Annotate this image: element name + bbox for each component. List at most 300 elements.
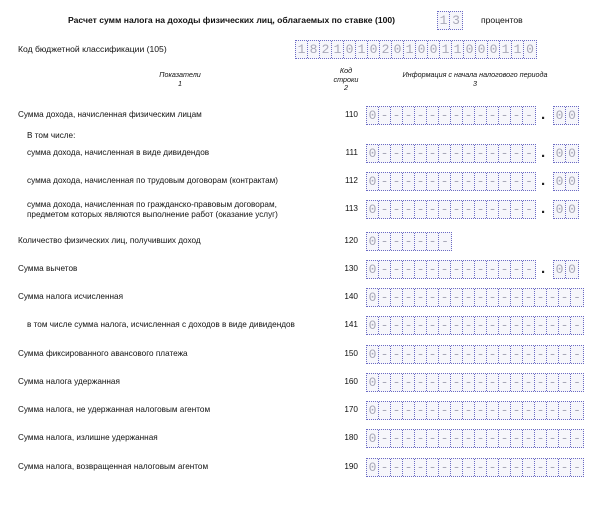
col3-title: Информация с начала налогового периода [402, 70, 548, 79]
digit-cell: - [511, 402, 523, 419]
digit-cell: - [463, 261, 475, 278]
digit-cell: - [439, 317, 451, 334]
digit-cell: 0 [367, 459, 379, 476]
digit-cell: 1 [452, 41, 464, 58]
digit-cell: 1 [438, 12, 450, 29]
digit-cell: - [487, 317, 499, 334]
decimal-point: . [541, 106, 546, 123]
digit-cell: - [487, 402, 499, 419]
digit-cell: 0 [367, 173, 379, 190]
digit-cell: - [499, 430, 511, 447]
digit-cell: - [499, 459, 511, 476]
digit-cell: 0 [367, 317, 379, 334]
digit-cell: - [463, 145, 475, 162]
digit-cell: - [427, 430, 439, 447]
digit-cell: - [439, 173, 451, 190]
digit-cell: - [523, 402, 535, 419]
digit-cell: 0 [568, 202, 576, 217]
digit-cell: - [487, 459, 499, 476]
row-label: Сумма вычетов [18, 264, 78, 273]
decimal-point: . [541, 260, 546, 277]
col2-header [326, 67, 366, 93]
kbk-field[interactable] [295, 40, 537, 59]
col2-title-line2: строки [333, 74, 359, 84]
digit-cell: - [499, 289, 511, 306]
amount-field[interactable] [366, 316, 584, 335]
row-label: Сумма налога, излишне удержанная [18, 433, 158, 442]
digit-cell: - [547, 317, 559, 334]
digit-cell: 0 [554, 107, 566, 124]
digit-cell: 0 [554, 145, 566, 162]
digit-cell: 3 [452, 13, 460, 28]
digit-cell: - [463, 317, 475, 334]
form-title: Расчет сумм налога на доходы физических лиц, облагаемых по ставке (100) [68, 15, 396, 25]
digit-cell: - [427, 145, 439, 162]
digit-cell: - [451, 402, 463, 419]
decimal-field[interactable] [553, 200, 579, 219]
digit-cell: 1 [356, 41, 368, 58]
col3-number: 3 [473, 78, 477, 88]
digit-cell: - [475, 346, 487, 363]
integer-field[interactable] [366, 144, 536, 163]
amount-field[interactable] [366, 288, 584, 307]
digit-cell: 0 [554, 261, 566, 278]
digit-cell: 0 [554, 201, 566, 218]
kbk-cells[interactable] [295, 40, 537, 59]
digit-cell: - [379, 346, 391, 363]
digit-cell: - [559, 317, 571, 334]
rate-unit-label: процентов [481, 15, 523, 25]
digit-cell: - [559, 289, 571, 306]
digit-cell: - [391, 173, 403, 190]
digit-cell: - [439, 261, 451, 278]
digit-cell: - [415, 145, 427, 162]
decimal-field[interactable] [553, 172, 579, 191]
amount-field[interactable] [366, 345, 584, 364]
digit-cell: - [403, 201, 415, 218]
digit-cell: - [475, 430, 487, 447]
digit-cell: 0 [568, 108, 576, 123]
digit-cell: - [427, 201, 439, 218]
digit-cell: - [463, 289, 475, 306]
count-field[interactable] [366, 232, 452, 251]
digit-cell: - [403, 233, 415, 250]
digit-cell: - [547, 402, 559, 419]
row-code: 170 [344, 405, 358, 414]
digit-cell: - [415, 430, 427, 447]
digit-cell: - [439, 374, 451, 391]
row-label: Сумма налога удержанная [18, 377, 120, 386]
digit-cell: - [475, 317, 487, 334]
digit-cell: 0 [367, 402, 379, 419]
digit-cell: - [463, 430, 475, 447]
digit-cell: - [391, 145, 403, 162]
digit-cell: - [427, 346, 439, 363]
digit-cell: 0 [367, 201, 379, 218]
digit-cell: - [403, 374, 415, 391]
digit-cell: - [523, 374, 535, 391]
digit-cell: - [379, 107, 391, 124]
digit-cell: - [439, 346, 451, 363]
decimal-point: . [541, 172, 546, 189]
digit-cell: - [547, 459, 559, 476]
digit-cell: - [415, 201, 427, 218]
digit-cell: - [427, 173, 439, 190]
digit-cell: - [427, 374, 439, 391]
digit-cell: - [535, 459, 547, 476]
digit-cell: - [427, 402, 439, 419]
digit-cell: - [391, 317, 403, 334]
digit-cell: - [379, 374, 391, 391]
digit-cell: 2 [380, 41, 392, 58]
digit-cell: - [391, 107, 403, 124]
digit-cell: - [451, 107, 463, 124]
digit-cell: 0 [488, 41, 500, 58]
decimal-field[interactable] [553, 106, 579, 125]
decimal-field[interactable] [553, 260, 579, 279]
digit-cell: - [439, 402, 451, 419]
row-code: 160 [344, 377, 358, 386]
digit-cell: - [391, 374, 403, 391]
digit-cell: 0 [367, 107, 379, 124]
digit-cell: 0 [568, 262, 576, 277]
digit-cell: - [439, 430, 451, 447]
integer-field[interactable] [366, 200, 536, 219]
amount-field[interactable] [366, 373, 584, 392]
digit-cell: - [499, 317, 511, 334]
amount-field[interactable] [366, 458, 584, 477]
digit-cell: - [415, 261, 427, 278]
digit-cell: - [499, 374, 511, 391]
amount-field[interactable] [366, 401, 584, 420]
digit-cell: 1 [500, 41, 512, 58]
digit-cell: - [379, 233, 391, 250]
digit-cell: - [379, 145, 391, 162]
row-label: сумма дохода, начисленная по трудовым договорам (контрактам) [27, 176, 278, 185]
digit-cell: - [379, 430, 391, 447]
col1-number: 1 [178, 78, 182, 88]
digit-cell: - [499, 346, 511, 363]
digit-cell: - [523, 430, 535, 447]
digit-cell: 0 [344, 41, 356, 58]
digit-cell: - [487, 346, 499, 363]
digit-cell: - [439, 107, 451, 124]
digit-cell: - [487, 173, 499, 190]
digit-cell: - [415, 289, 427, 306]
row-label: Сумма налога, возвращенная налоговым агентом [18, 462, 209, 471]
digit-cell: - [391, 459, 403, 476]
digit-cell: - [415, 173, 427, 190]
digit-cell: - [523, 289, 535, 306]
digit-cell: - [525, 174, 533, 189]
digit-cell: - [573, 290, 581, 305]
digit-cell: - [475, 173, 487, 190]
digit-cell: 0 [367, 233, 379, 250]
digit-cell: - [499, 402, 511, 419]
row-label: Сумма налога, не удержанная налоговым агентом [18, 405, 211, 414]
digit-cell: 0 [476, 41, 488, 58]
digit-cell: - [573, 460, 581, 475]
digit-cell: - [391, 261, 403, 278]
digit-cell: - [451, 289, 463, 306]
row-label: сумма дохода, начисленная по гражданско-правовым договорам, предметом которых являются выполнение работ (оказание услуг) [27, 200, 278, 219]
digit-cell: - [463, 201, 475, 218]
digit-cell: - [547, 289, 559, 306]
digit-cell: - [525, 108, 533, 123]
row-label: в том числе сумма налога, исчисленная с доходов в виде дивидендов [27, 320, 295, 329]
digit-cell: - [451, 317, 463, 334]
digit-cell: - [451, 459, 463, 476]
row-label: сумма дохода, начисленная в виде дивидендов [27, 148, 210, 157]
digit-cell: - [451, 261, 463, 278]
digit-cell: - [379, 261, 391, 278]
digit-cell: - [487, 374, 499, 391]
digit-cell: - [547, 374, 559, 391]
digit-cell: - [439, 201, 451, 218]
digit-cell: 0 [392, 41, 404, 58]
digit-cell: - [487, 107, 499, 124]
row-label: В том числе: [27, 131, 76, 140]
digit-cell: - [487, 145, 499, 162]
digit-cell: - [487, 201, 499, 218]
digit-cell: - [463, 173, 475, 190]
digit-cell: - [475, 201, 487, 218]
digit-cell: 0 [367, 374, 379, 391]
digit-cell: - [391, 346, 403, 363]
digit-cell: 0 [367, 346, 379, 363]
digit-cell: 0 [367, 289, 379, 306]
digit-cell: - [475, 459, 487, 476]
digit-cell: - [547, 346, 559, 363]
digit-cell: 0 [368, 41, 380, 58]
digit-cell: - [415, 107, 427, 124]
digit-cell: - [535, 430, 547, 447]
digit-cell: - [547, 430, 559, 447]
integer-field[interactable] [366, 260, 536, 279]
row-code: 110 [344, 110, 358, 119]
digit-cell: - [451, 430, 463, 447]
digit-cell: - [559, 346, 571, 363]
digit-cell: - [487, 289, 499, 306]
digit-cell: - [573, 347, 581, 362]
digit-cell: - [403, 145, 415, 162]
digit-cell: - [415, 374, 427, 391]
integer-field[interactable] [366, 172, 536, 191]
digit-cell: - [523, 346, 535, 363]
digit-cell: - [559, 402, 571, 419]
digit-cell: - [559, 459, 571, 476]
digit-cell: 8 [308, 41, 320, 58]
rate-cells[interactable] [437, 11, 463, 30]
col2-title-line1: Код [339, 66, 353, 75]
row-code: 112 [344, 176, 358, 185]
digit-cell: - [379, 173, 391, 190]
digit-cell: - [499, 173, 511, 190]
digit-cell: - [487, 430, 499, 447]
digit-cell: - [403, 261, 415, 278]
digit-cell: 0 [464, 41, 476, 58]
digit-cell: - [427, 459, 439, 476]
digit-cell: - [511, 107, 523, 124]
row-code: 150 [344, 349, 358, 358]
row-code: 190 [344, 462, 358, 471]
row-label: Количество физических лиц, получивших доход [18, 236, 201, 245]
digit-cell: - [475, 261, 487, 278]
digit-cell: - [511, 346, 523, 363]
digit-cell: - [439, 145, 451, 162]
digit-cell: 0 [554, 173, 566, 190]
digit-cell: - [573, 375, 581, 390]
digit-cell: - [427, 289, 439, 306]
digit-cell: - [523, 459, 535, 476]
digit-cell: - [463, 374, 475, 391]
digit-cell: - [499, 107, 511, 124]
digit-cell: - [511, 317, 523, 334]
digit-cell: - [439, 459, 451, 476]
digit-cell: - [427, 233, 439, 250]
col1-title: Показатели [159, 70, 201, 79]
digit-cell: - [427, 261, 439, 278]
digit-cell: - [451, 145, 463, 162]
digit-cell: - [379, 459, 391, 476]
digit-cell: 0 [428, 41, 440, 58]
digit-cell: - [559, 430, 571, 447]
digit-cell: - [511, 374, 523, 391]
digit-cell: - [525, 262, 533, 277]
digit-cell: - [463, 459, 475, 476]
kbk-label: Код бюджетной классификации (105) [18, 44, 167, 54]
digit-cell: - [379, 402, 391, 419]
row-label: Сумма дохода, начисленная физическим лицам [18, 110, 202, 119]
digit-cell: - [403, 346, 415, 363]
digit-cell: - [441, 234, 449, 249]
digit-cell: - [403, 107, 415, 124]
col2-number: 2 [344, 83, 348, 92]
decimal-field[interactable] [553, 144, 579, 163]
digit-cell: - [535, 346, 547, 363]
digit-cell: 1 [296, 41, 308, 58]
rate-field[interactable] [437, 11, 463, 30]
digit-cell: 1 [404, 41, 416, 58]
digit-cell: - [499, 201, 511, 218]
digit-cell: - [463, 107, 475, 124]
digit-cell: - [573, 318, 581, 333]
digit-cell: - [511, 173, 523, 190]
row-code: 113 [344, 204, 358, 213]
digit-cell: - [451, 173, 463, 190]
digit-cell: - [523, 317, 535, 334]
decimal-point: . [541, 200, 546, 217]
col1-header [130, 71, 230, 88]
digit-cell: - [535, 289, 547, 306]
digit-cell: - [511, 459, 523, 476]
digit-cell: - [535, 374, 547, 391]
digit-cell: 1 [440, 41, 452, 58]
digit-cell: - [391, 233, 403, 250]
digit-cell: - [475, 374, 487, 391]
digit-cell: 0 [367, 261, 379, 278]
digit-cell: - [391, 402, 403, 419]
row-label: Сумма фиксированного авансового платежа [18, 349, 188, 358]
digit-cell: 1 [332, 41, 344, 58]
digit-cell: - [573, 431, 581, 446]
digit-cell: - [379, 289, 391, 306]
row-code: 140 [344, 292, 358, 301]
digit-cell: - [403, 289, 415, 306]
digit-cell: - [511, 289, 523, 306]
digit-cell: - [391, 201, 403, 218]
digit-cell: - [511, 430, 523, 447]
digit-cell: - [525, 202, 533, 217]
row-code: 111 [345, 148, 358, 157]
digit-cell: - [403, 173, 415, 190]
digit-cell: - [573, 403, 581, 418]
digit-cell: - [403, 402, 415, 419]
digit-cell: - [475, 402, 487, 419]
digit-cell: - [427, 107, 439, 124]
digit-cell: - [439, 289, 451, 306]
digit-cell: - [499, 261, 511, 278]
digit-cell: - [415, 459, 427, 476]
digit-cell: - [415, 317, 427, 334]
digit-cell: - [475, 289, 487, 306]
row-code: 180 [344, 433, 358, 442]
row-label: Сумма налога исчисленная [18, 292, 124, 301]
digit-cell: - [525, 146, 533, 161]
digit-cell: - [499, 145, 511, 162]
digit-cell: - [451, 346, 463, 363]
col3-header [375, 71, 575, 88]
digit-cell: - [463, 346, 475, 363]
row-code: 120 [344, 236, 358, 245]
row-code: 130 [344, 264, 358, 273]
digit-cell: - [535, 317, 547, 334]
amount-field[interactable] [366, 429, 584, 448]
digit-cell: - [379, 317, 391, 334]
digit-cell: - [403, 459, 415, 476]
digit-cell: 0 [416, 41, 428, 58]
digit-cell: - [475, 145, 487, 162]
digit-cell: - [403, 430, 415, 447]
digit-cell: 0 [526, 42, 534, 57]
digit-cell: - [511, 145, 523, 162]
digit-cell: 2 [320, 41, 332, 58]
integer-field[interactable] [366, 106, 536, 125]
digit-cell: - [391, 289, 403, 306]
digit-cell: - [451, 374, 463, 391]
digit-cell: - [487, 261, 499, 278]
digit-cell: - [451, 201, 463, 218]
digit-cell: - [415, 233, 427, 250]
digit-cell: 0 [367, 430, 379, 447]
digit-cell: - [511, 261, 523, 278]
digit-cell: - [427, 317, 439, 334]
digit-cell: - [415, 402, 427, 419]
digit-cell: - [379, 201, 391, 218]
digit-cell: 1 [512, 41, 524, 58]
digit-cell: - [559, 374, 571, 391]
digit-cell: 0 [568, 146, 576, 161]
digit-cell: - [511, 201, 523, 218]
row-code: 141 [344, 320, 358, 329]
digit-cell: - [403, 317, 415, 334]
digit-cell: - [475, 107, 487, 124]
digit-cell: - [463, 402, 475, 419]
decimal-point: . [541, 144, 546, 161]
digit-cell: 0 [568, 174, 576, 189]
digit-cell: - [535, 402, 547, 419]
digit-cell: - [391, 430, 403, 447]
